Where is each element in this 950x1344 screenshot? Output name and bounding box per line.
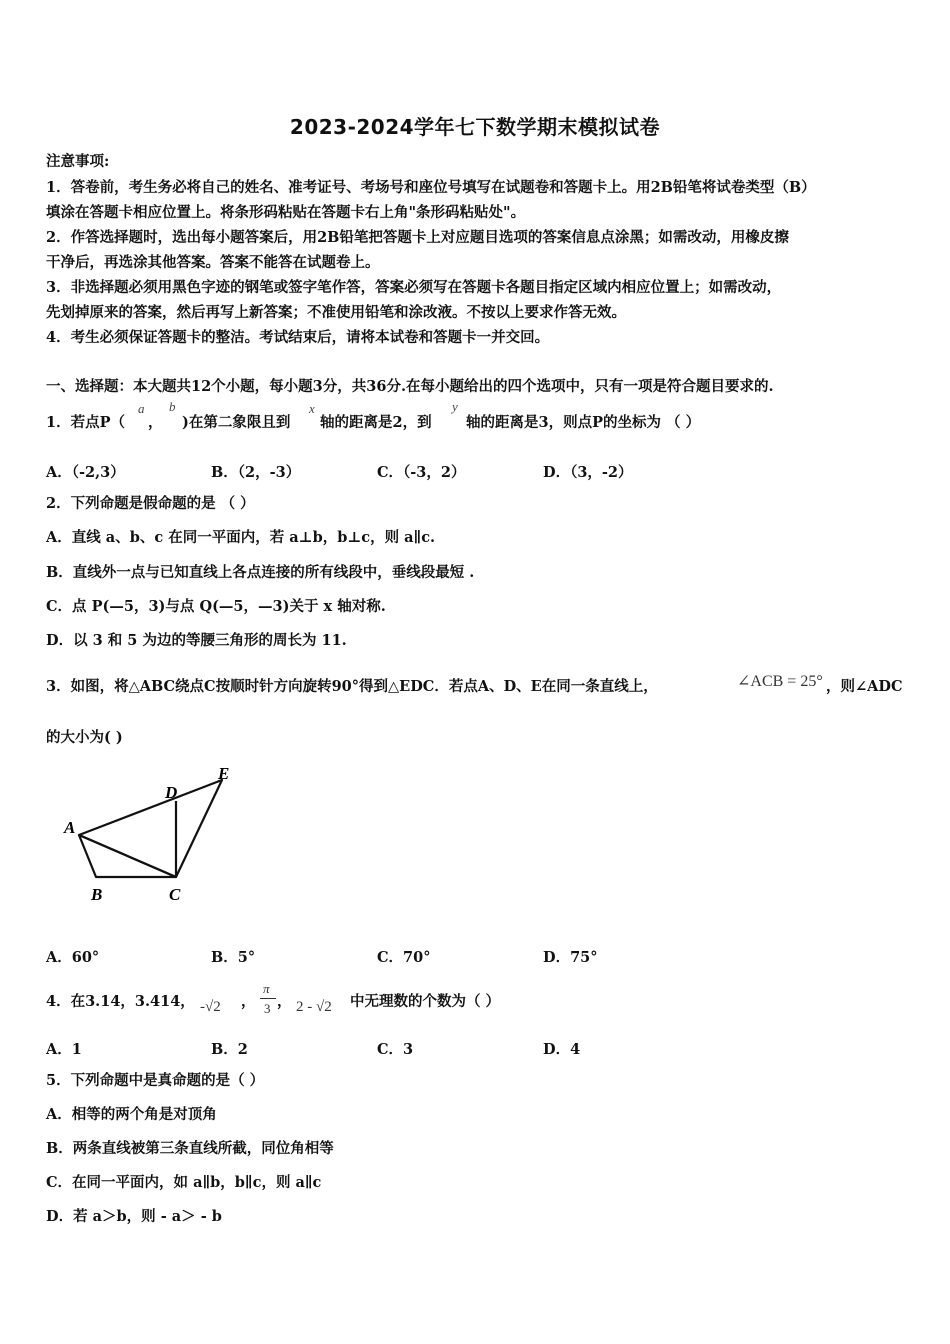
q4-expr-2-minus-sqrt2: 2 - √2 <box>296 999 332 1015</box>
notice-line: 填涂在答题卡相应位置上。将条形码粘贴在答题卡右上角"条形码粘贴处"。 <box>46 204 526 221</box>
q4-option-b: B．2 <box>211 1041 248 1058</box>
q4-stem-tail: 中无理数的个数为（ ） <box>350 993 501 1010</box>
notice-line: 干净后，再选涂其他答案。答案不能答在试题卷上。 <box>46 254 380 271</box>
q1-part: )在第二象限且到 <box>182 414 291 431</box>
label-d: D <box>165 783 178 802</box>
q3-angle-acb: ∠ACB = 25° <box>737 673 823 690</box>
q2-option-b: B．直线外一点与已知直线上各点连接的所有线段中，垂线段最短 . <box>46 564 475 581</box>
q3-stem-line2: 的大小为( ) <box>46 729 123 746</box>
q3-option-d: D．75° <box>543 949 598 966</box>
q1-part: 轴的距离是3，则点P的坐标为 （ ） <box>466 414 701 431</box>
q4-three: 3 <box>264 1001 271 1016</box>
q1-option-b: B．（2，-3） <box>211 464 301 481</box>
notice-line: 4．考生必须保证答题卡的整洁。考试结束后，请将本试卷和答题卡一并交回。 <box>46 329 550 346</box>
q5-stem: 5．下列命题中是真命题的是（ ） <box>46 1072 265 1089</box>
q1-var-a: a <box>138 401 145 416</box>
q1-option-a: A．（-2,3） <box>46 464 125 481</box>
q1-var-y: y <box>452 399 458 414</box>
q3-option-b: B．5° <box>211 949 256 966</box>
notice-line: 3．非选择题必须用黑色字迹的钢笔或签字笔作答，答案必须写在答题卡各题目指定区域内相应位置上；如需改动， <box>46 279 782 296</box>
q1-option-c: C．（-3，2） <box>377 464 466 481</box>
page-title: 2023-2024学年七下数学期末模拟试卷 <box>289 115 661 139</box>
q2-option-d: D．以 3 和 5 为边的等腰三角形的周长为 11. <box>46 632 347 649</box>
q4-option-d: D．4 <box>543 1041 581 1058</box>
fraction-bar <box>260 998 276 999</box>
q4-stem: 4．在3.14，3.414， <box>46 993 195 1010</box>
q4-pi: π <box>263 981 270 996</box>
notice-line: 先划掉原来的答案，然后再写上新答案；不准使用铅笔和涂改液。不按以上要求作答无效。 <box>46 304 626 321</box>
q5-option-a: A．相等的两个角是对顶角 <box>46 1106 217 1123</box>
q4-sep: ， <box>277 993 292 1010</box>
q5-option-d: D．若 a＞b，则 - a＞ - b <box>46 1208 222 1225</box>
q3-stem: 3．如图，将△ABC绕点C按顺时针方向旋转90°得到△EDC．若点A、D、E在同一条直线上， <box>46 678 658 695</box>
q2-stem: 2．下列命题是假命题的是 （ ） <box>46 495 255 512</box>
q5-option-b: B．两条直线被第三条直线所截，同位角相等 <box>46 1140 334 1157</box>
triangle-aec <box>79 780 222 877</box>
q4-expr-neg-sqrt2: -√2 <box>200 999 221 1015</box>
q5-option-c: C．在同一平面内，如 a∥b，b∥c，则 a∥c <box>46 1174 322 1191</box>
label-b: B <box>91 885 103 904</box>
q4-option-c: C．3 <box>377 1041 414 1058</box>
q3-stem-tail: ，则∠ADC <box>826 678 903 695</box>
q3-triangle-figure <box>55 758 255 908</box>
label-c: C <box>169 885 181 904</box>
q2-option-a: A．直线 a、b、c 在同一平面内，若 a⊥b，b⊥c，则 a∥c. <box>46 529 436 546</box>
label-e: E <box>218 764 230 783</box>
q1-option-d: D．（3，-2） <box>543 464 633 481</box>
q1-part: 1．若点P（ <box>46 414 125 431</box>
notice-line: 2．作答选择题时，选出每小题答案后，用2B铅笔把答题卡上对应题目选项的答案信息点涂黑；如需改动，用橡皮擦 <box>46 229 789 246</box>
q1-var-x: x <box>309 401 315 416</box>
q4-option-a: A．1 <box>46 1041 82 1058</box>
q1-part: 轴的距离是2，到 <box>320 414 432 431</box>
notice-heading: 注意事项: <box>46 153 110 170</box>
q1-comma: ， <box>148 414 163 431</box>
section-heading: 一、选择题：本大题共12个小题，每小题3分，共36分.在每小题给出的四个选项中，只有一项是符合题目要求的. <box>46 378 774 395</box>
q2-option-c: C．点 P(—5，3)与点 Q(—5，—3)关于 x 轴对称. <box>46 598 386 615</box>
q3-option-c: C．70° <box>377 949 431 966</box>
q3-option-a: A．60° <box>46 949 100 966</box>
q4-sep: ， <box>241 993 256 1010</box>
label-a: A <box>64 818 76 837</box>
notice-line: 1．答卷前，考生务必将自己的姓名、准考证号、考场号和座位号填写在试题卷和答题卡上。用2B铅笔将试卷类型（B） <box>46 179 816 196</box>
q1-var-b: b <box>169 399 176 414</box>
